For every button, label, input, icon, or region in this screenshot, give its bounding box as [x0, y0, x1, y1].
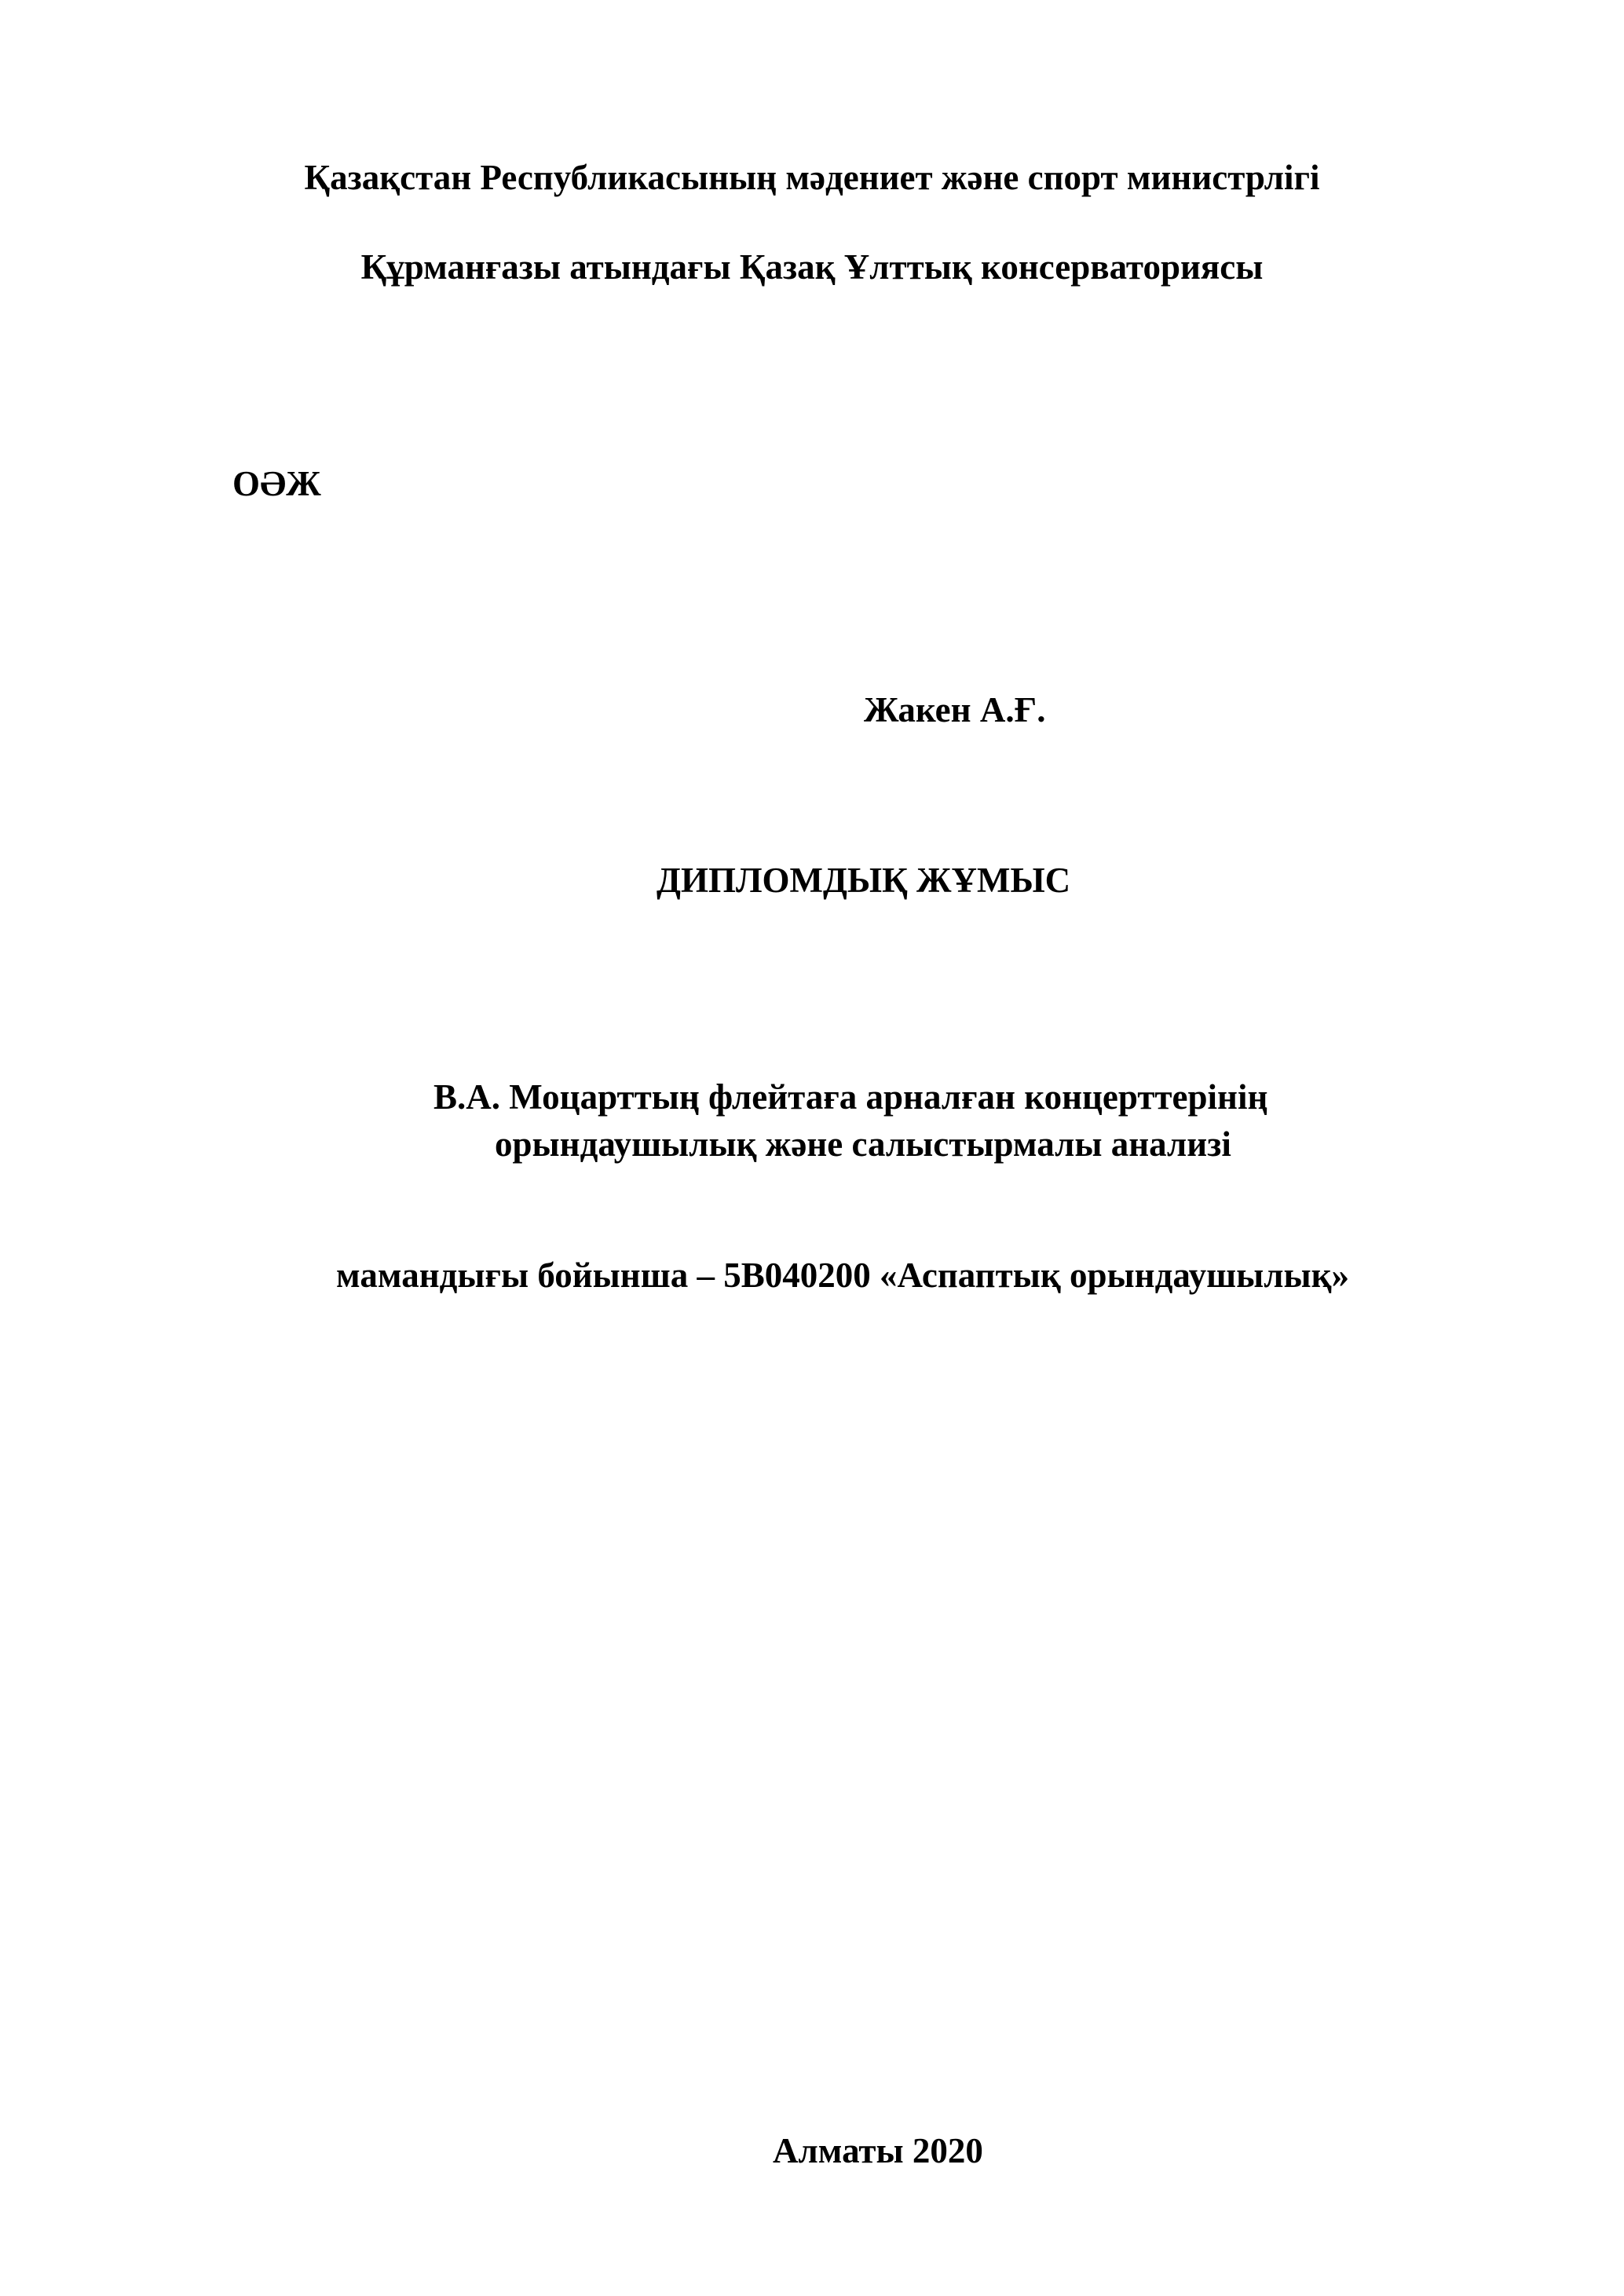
specialty-line: мамандығы бойынша – 5В040200 «Аспаптық орындаушылық» — [336, 1256, 1350, 1295]
conservatory-name: Құрманғазы атындағы Қазақ Ұлттық консерваториясы — [360, 247, 1264, 287]
thesis-title-line-1: В.А. Моцарттың флейтаға арналған концерттерінің — [433, 1077, 1268, 1117]
document-type: ДИПЛОМДЫҚ ЖҰМЫС — [657, 861, 1071, 900]
ministry-name: Қазақстан Республикасының мәдениет және спорт министрлігі — [304, 158, 1320, 197]
city-year: Алматы 2020 — [773, 2131, 983, 2170]
author-name: Жакен А.Ғ. — [864, 690, 1046, 729]
thesis-title-line-2: орындаушылық және салыстырмалы анализі — [495, 1124, 1231, 1164]
udc-label: ОӘЖ — [232, 464, 321, 503]
